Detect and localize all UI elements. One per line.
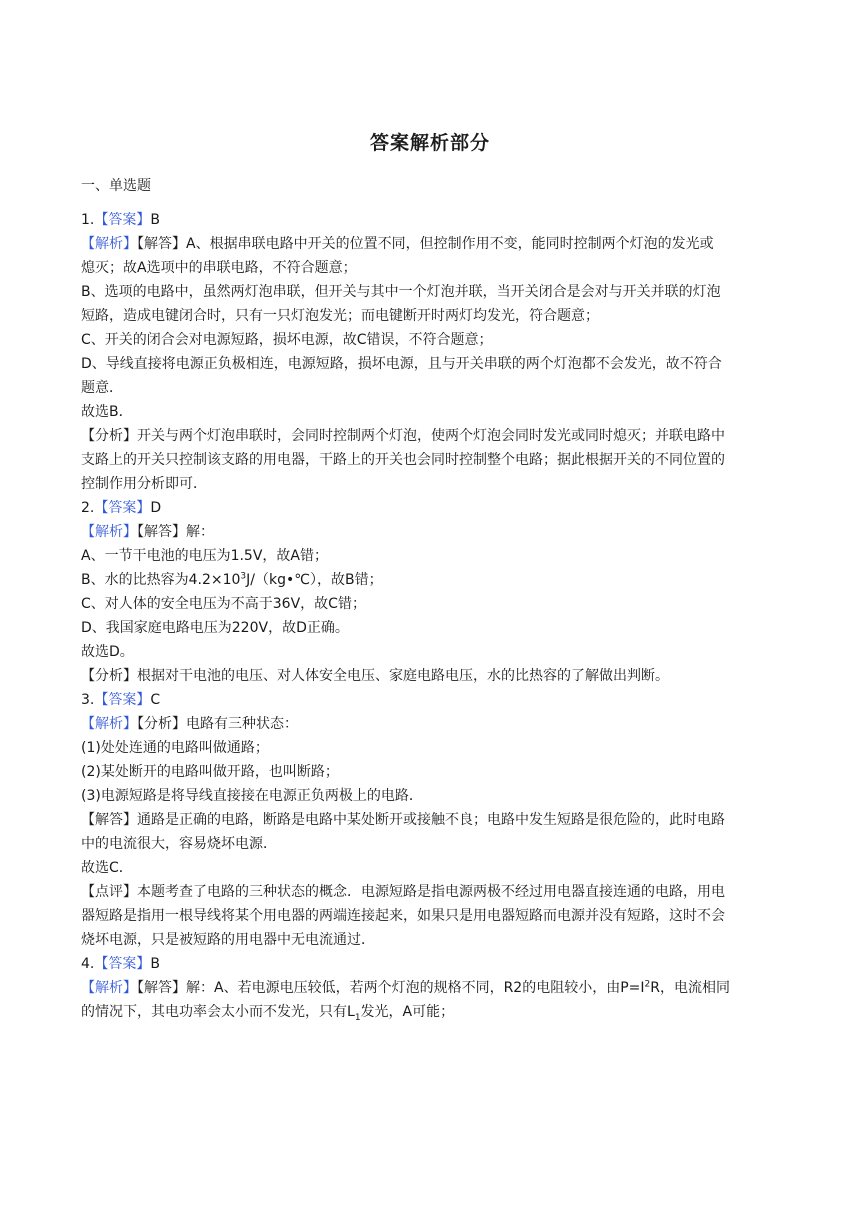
question-answer-line xyxy=(81,496,781,520)
line-text: A、一节干电池的电压为1.5V，故A错； xyxy=(81,548,328,564)
question-answer-line xyxy=(81,952,781,976)
line-text: 故选C． xyxy=(81,860,133,876)
line-text: D、我国家庭电路电压为220V，故D正确。 xyxy=(81,620,349,636)
line-text: 【解答】通路是正确的电路，断路是电路中某处断开或接触不良；电路中发生短路是很危险的，此时电路 xyxy=(81,812,725,828)
explanation-tag: 【解析】 xyxy=(81,980,137,996)
explanation-line xyxy=(81,448,781,472)
superscript: 2 xyxy=(644,979,651,990)
line-text: B、水的比热容为4.2×10 xyxy=(81,572,241,588)
explanation-line xyxy=(81,304,781,328)
explanation-line xyxy=(81,1000,781,1024)
explanation-line xyxy=(81,976,781,1000)
line-text: 熄灭；故A选项中的串联电路，不符合题意； xyxy=(81,260,357,276)
explanation-line xyxy=(81,856,781,880)
superscript: 3 xyxy=(240,571,247,582)
answer-body xyxy=(81,174,781,1024)
line-text: 支路上的开关只控制该支路的用电器，干路上的开关也会同时控制整个电路；据此根据开关的不同位置的 xyxy=(81,452,725,468)
line-text: C、开关的闭合会对电源短路，损坏电源，故C错误，不符合题意； xyxy=(81,332,493,348)
explanation-line xyxy=(81,280,781,304)
answer-tag: 【答案】 xyxy=(94,692,151,708)
answer-value: B xyxy=(150,956,160,972)
explanation-line xyxy=(81,520,781,544)
line-text: 【点评】本题考查了电路的三种状态的概念．电源短路是指电源两极不经过用电器直接连通的电路，用电 xyxy=(81,884,725,900)
page-title: 答案解析部分 xyxy=(369,132,490,154)
explanation-tag: 【解析】 xyxy=(81,716,137,732)
explanation-tag: 【解析】 xyxy=(81,236,137,252)
explanation-line xyxy=(81,568,781,592)
explanation-line xyxy=(81,592,781,616)
explanation-line xyxy=(81,352,781,376)
question-answer-line xyxy=(81,688,781,712)
line-text: D、导线直接将电源正负极相连，电源短路，损坏电源，且与开关串联的两个灯泡都不会发光，故不符合 xyxy=(81,356,722,372)
question-number: 4. xyxy=(81,956,95,972)
line-text: 故选D。 xyxy=(81,644,134,660)
explanation-line xyxy=(81,424,781,448)
answer-value: B xyxy=(150,212,160,228)
explanation-line xyxy=(81,712,781,736)
line-text: 【分析】电路有三种状态： xyxy=(137,716,298,732)
line-text: C、对人体的安全电压为不高于36V，故C错； xyxy=(81,596,366,612)
explanation-line xyxy=(81,784,781,808)
answer-value: D xyxy=(150,500,162,516)
subscript: 1 xyxy=(354,1012,361,1023)
explanation-line xyxy=(81,256,781,280)
explanation-line xyxy=(81,640,781,664)
answer-tag: 【答案】 xyxy=(94,956,151,972)
line-text: 【解答】解：A、若电源电压较低，若两个灯泡的规格不同，R2的电阻较小，由P=I xyxy=(137,980,645,996)
explanation-line xyxy=(81,904,781,928)
line-text: (3)电源短路是将导线直接接在电源正负两极上的电路． xyxy=(81,788,423,804)
section-heading: 一、单选题 xyxy=(81,178,151,194)
explanation-line xyxy=(81,376,781,400)
line-text: (2)某处断开的电路叫做开路，也叫断路； xyxy=(81,764,339,780)
line-text: 中的电流很大，容易烧坏电源． xyxy=(81,836,277,852)
line-text: 【分析】根据对干电池的电压、对人体安全电压、家庭电路电压，水的比热容的了解做出判断。 xyxy=(81,668,669,684)
line-text: R，电流相同 xyxy=(650,980,730,996)
explanation-line xyxy=(81,808,781,832)
answer-tag: 【答案】 xyxy=(94,212,151,228)
line-text: 故选B． xyxy=(81,404,133,420)
explanation-line xyxy=(81,736,781,760)
line-text: B、选项的电路中，虽然两灯泡串联，但开关与其中一个灯泡并联，当开关闭合是会对与开关并联的灯泡 xyxy=(81,284,721,300)
question-number: 2. xyxy=(81,500,95,516)
question-number: 3. xyxy=(81,692,95,708)
line-text: J/（kg•℃），故B错； xyxy=(246,572,383,588)
explanation-tag: 【解析】 xyxy=(81,524,137,540)
question-number: 1. xyxy=(81,212,95,228)
line-text: (1)处处连通的电路叫做通路； xyxy=(81,740,269,756)
explanation-line xyxy=(81,400,781,424)
explanation-line xyxy=(81,664,781,688)
line-text: 控制作用分析即可． xyxy=(81,476,207,492)
line-text: 发光，A可能； xyxy=(360,1004,455,1020)
line-text: 【解答】A、根据串联电路中开关的位置不同，但控制作用不变，能同时控制两个灯泡的发光或 xyxy=(137,236,714,252)
explanation-line xyxy=(81,616,781,640)
line-text: 烧坏电源，只是被短路的用电器中无电流通过． xyxy=(81,932,375,948)
line-text: 【分析】开关与两个灯泡串联时，会同时控制两个灯泡，使两个灯泡会同时发光或同时熄灭；并联电路中 xyxy=(81,428,725,444)
question-answer-line xyxy=(81,208,781,232)
explanation-line xyxy=(81,760,781,784)
explanation-line xyxy=(81,544,781,568)
explanation-line xyxy=(81,472,781,496)
answer-value: C xyxy=(150,692,161,708)
line-text: 题意． xyxy=(81,380,123,396)
explanation-line xyxy=(81,928,781,952)
explanation-line xyxy=(81,328,781,352)
line-text: 短路，造成电键闭合时，只有一只灯泡发光；而电键断开时两灯均发光，符合题意； xyxy=(81,308,599,324)
answer-tag: 【答案】 xyxy=(94,500,151,516)
explanation-line xyxy=(81,880,781,904)
line-text: 【解答】解： xyxy=(137,524,214,540)
explanation-line xyxy=(81,832,781,856)
line-text: 的情况下，其电功率会太小而不发光，只有L xyxy=(81,1004,355,1020)
line-text: 器短路是指用一根导线将某个用电器的两端连接起来，如果只是用电器短路而电源并没有短路，这时不会 xyxy=(81,908,725,924)
explanation-line xyxy=(81,232,781,256)
